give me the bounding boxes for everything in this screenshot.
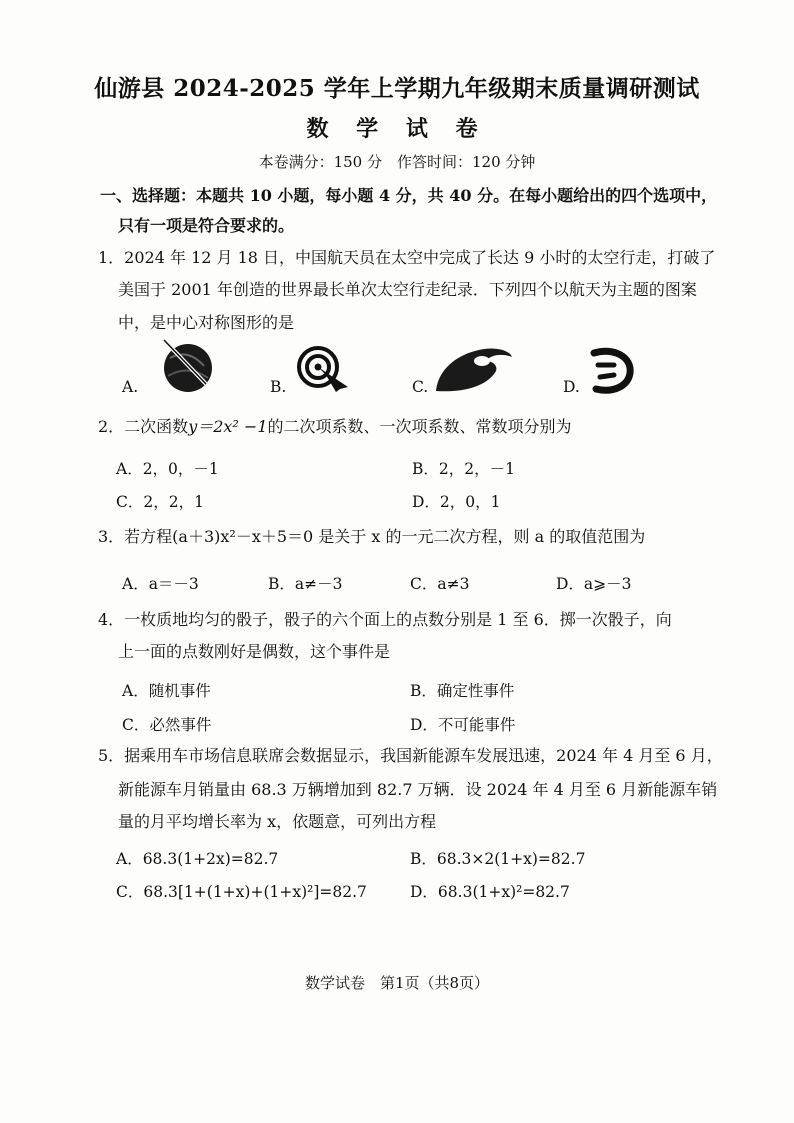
q2-suffix: 的二次项系数、一次项系数、常数项分别为 <box>267 417 572 436</box>
section-heading-line2: 只有一项是符合要求的。 <box>118 216 295 235</box>
q5-option-c: C．68.3[1+(1+x)+(1+x)²]=82.7 <box>116 883 367 901</box>
q1-option-b-label: B. <box>270 378 287 396</box>
q2-option-c: C．2，2，1 <box>116 493 204 511</box>
q5-line2: 新能源车月销量由 68.3 万辆增加到 82.7 万辆．设 2024 年 4 月至 6 月新能源车销 <box>118 780 718 799</box>
exam-title: 仙游县 2024-2025 学年上学期九年级期末质量调研测试 <box>94 75 700 102</box>
q3-stem: 3．若方程(a＋3)x²－x＋5＝0 是关于 x 的一元二次方程，则 a 的取值范围为 <box>98 527 646 546</box>
q3-option-a: A．a＝－3 <box>122 575 199 593</box>
page-footer: 数学试卷 第1页（共8页） <box>304 974 490 992</box>
q2-option-a: A．2，0，－1 <box>116 460 219 478</box>
q1-option-c-label: C. <box>412 378 429 396</box>
q5-option-d: D．68.3(1+x)²=82.7 <box>410 883 570 901</box>
q5-line3: 量的月平均增长率为 x，依题意，可列出方程 <box>118 812 437 831</box>
q2-prefix: 2．二次函数 <box>98 417 189 436</box>
q1-line2: 美国于 2001 年创造的世界最长单次太空行走纪录．下列四个以航天为主题的图案 <box>118 280 697 299</box>
q1-option-d-label: D. <box>563 378 580 396</box>
q4-option-b: B．确定性事件 <box>410 682 515 700</box>
exam-info: 本卷满分：150 分 作答时间：120 分钟 <box>258 153 536 171</box>
q3-option-c: C．a≠3 <box>410 575 470 593</box>
q4-line2: 上一面的点数刚好是偶数，这个事件是 <box>118 642 391 661</box>
q5-option-a: A．68.3(1+2x)=82.7 <box>116 850 279 868</box>
q1-line3: 中，是中心对称图形的是 <box>118 313 295 332</box>
exam-subtitle: 数 学 试 卷 <box>306 116 488 142</box>
q3-option-d: D．a⩾－3 <box>556 575 632 593</box>
section-heading-line1: 一、选择题：本题共 10 小题，每小题 4 分，共 40 分。在每小题给出的四个选项中， <box>100 186 718 205</box>
q4-line1: 4．一枚质地均匀的骰子，骰子的六个面上的点数分别是 1 至 6．掷一次骰子，向 <box>98 610 672 629</box>
q4-option-a: A．随机事件 <box>122 682 211 700</box>
q2-option-b: B．2，2，－1 <box>412 460 515 478</box>
q2-option-d: D．2，0，1 <box>412 493 501 511</box>
q1-line1: 1．2024 年 12 月 18 日，中国航天员在太空中完成了长达 9 小时的太空行走，打破了 <box>98 248 716 267</box>
target-arrow-icon <box>296 345 352 393</box>
swirl-icon <box>584 345 636 395</box>
planet-icon <box>158 338 216 394</box>
q4-option-c: C．必然事件 <box>122 716 212 734</box>
q5-option-b: B．68.3×2(1+x)=82.7 <box>410 850 586 868</box>
q5-line1: 5．据乘用车市场信息联席会数据显示，我国新能源车发展迅速，2024 年 4 月至 6 月， <box>98 746 723 765</box>
swoosh-icon <box>432 345 514 395</box>
q4-option-d: D．不可能事件 <box>410 716 516 734</box>
q1-option-a-label: A. <box>122 378 139 396</box>
q2-formula: y＝2x² −1 <box>188 417 268 436</box>
q3-option-b: B．a≠－3 <box>268 575 343 593</box>
q2-stem <box>98 417 572 437</box>
